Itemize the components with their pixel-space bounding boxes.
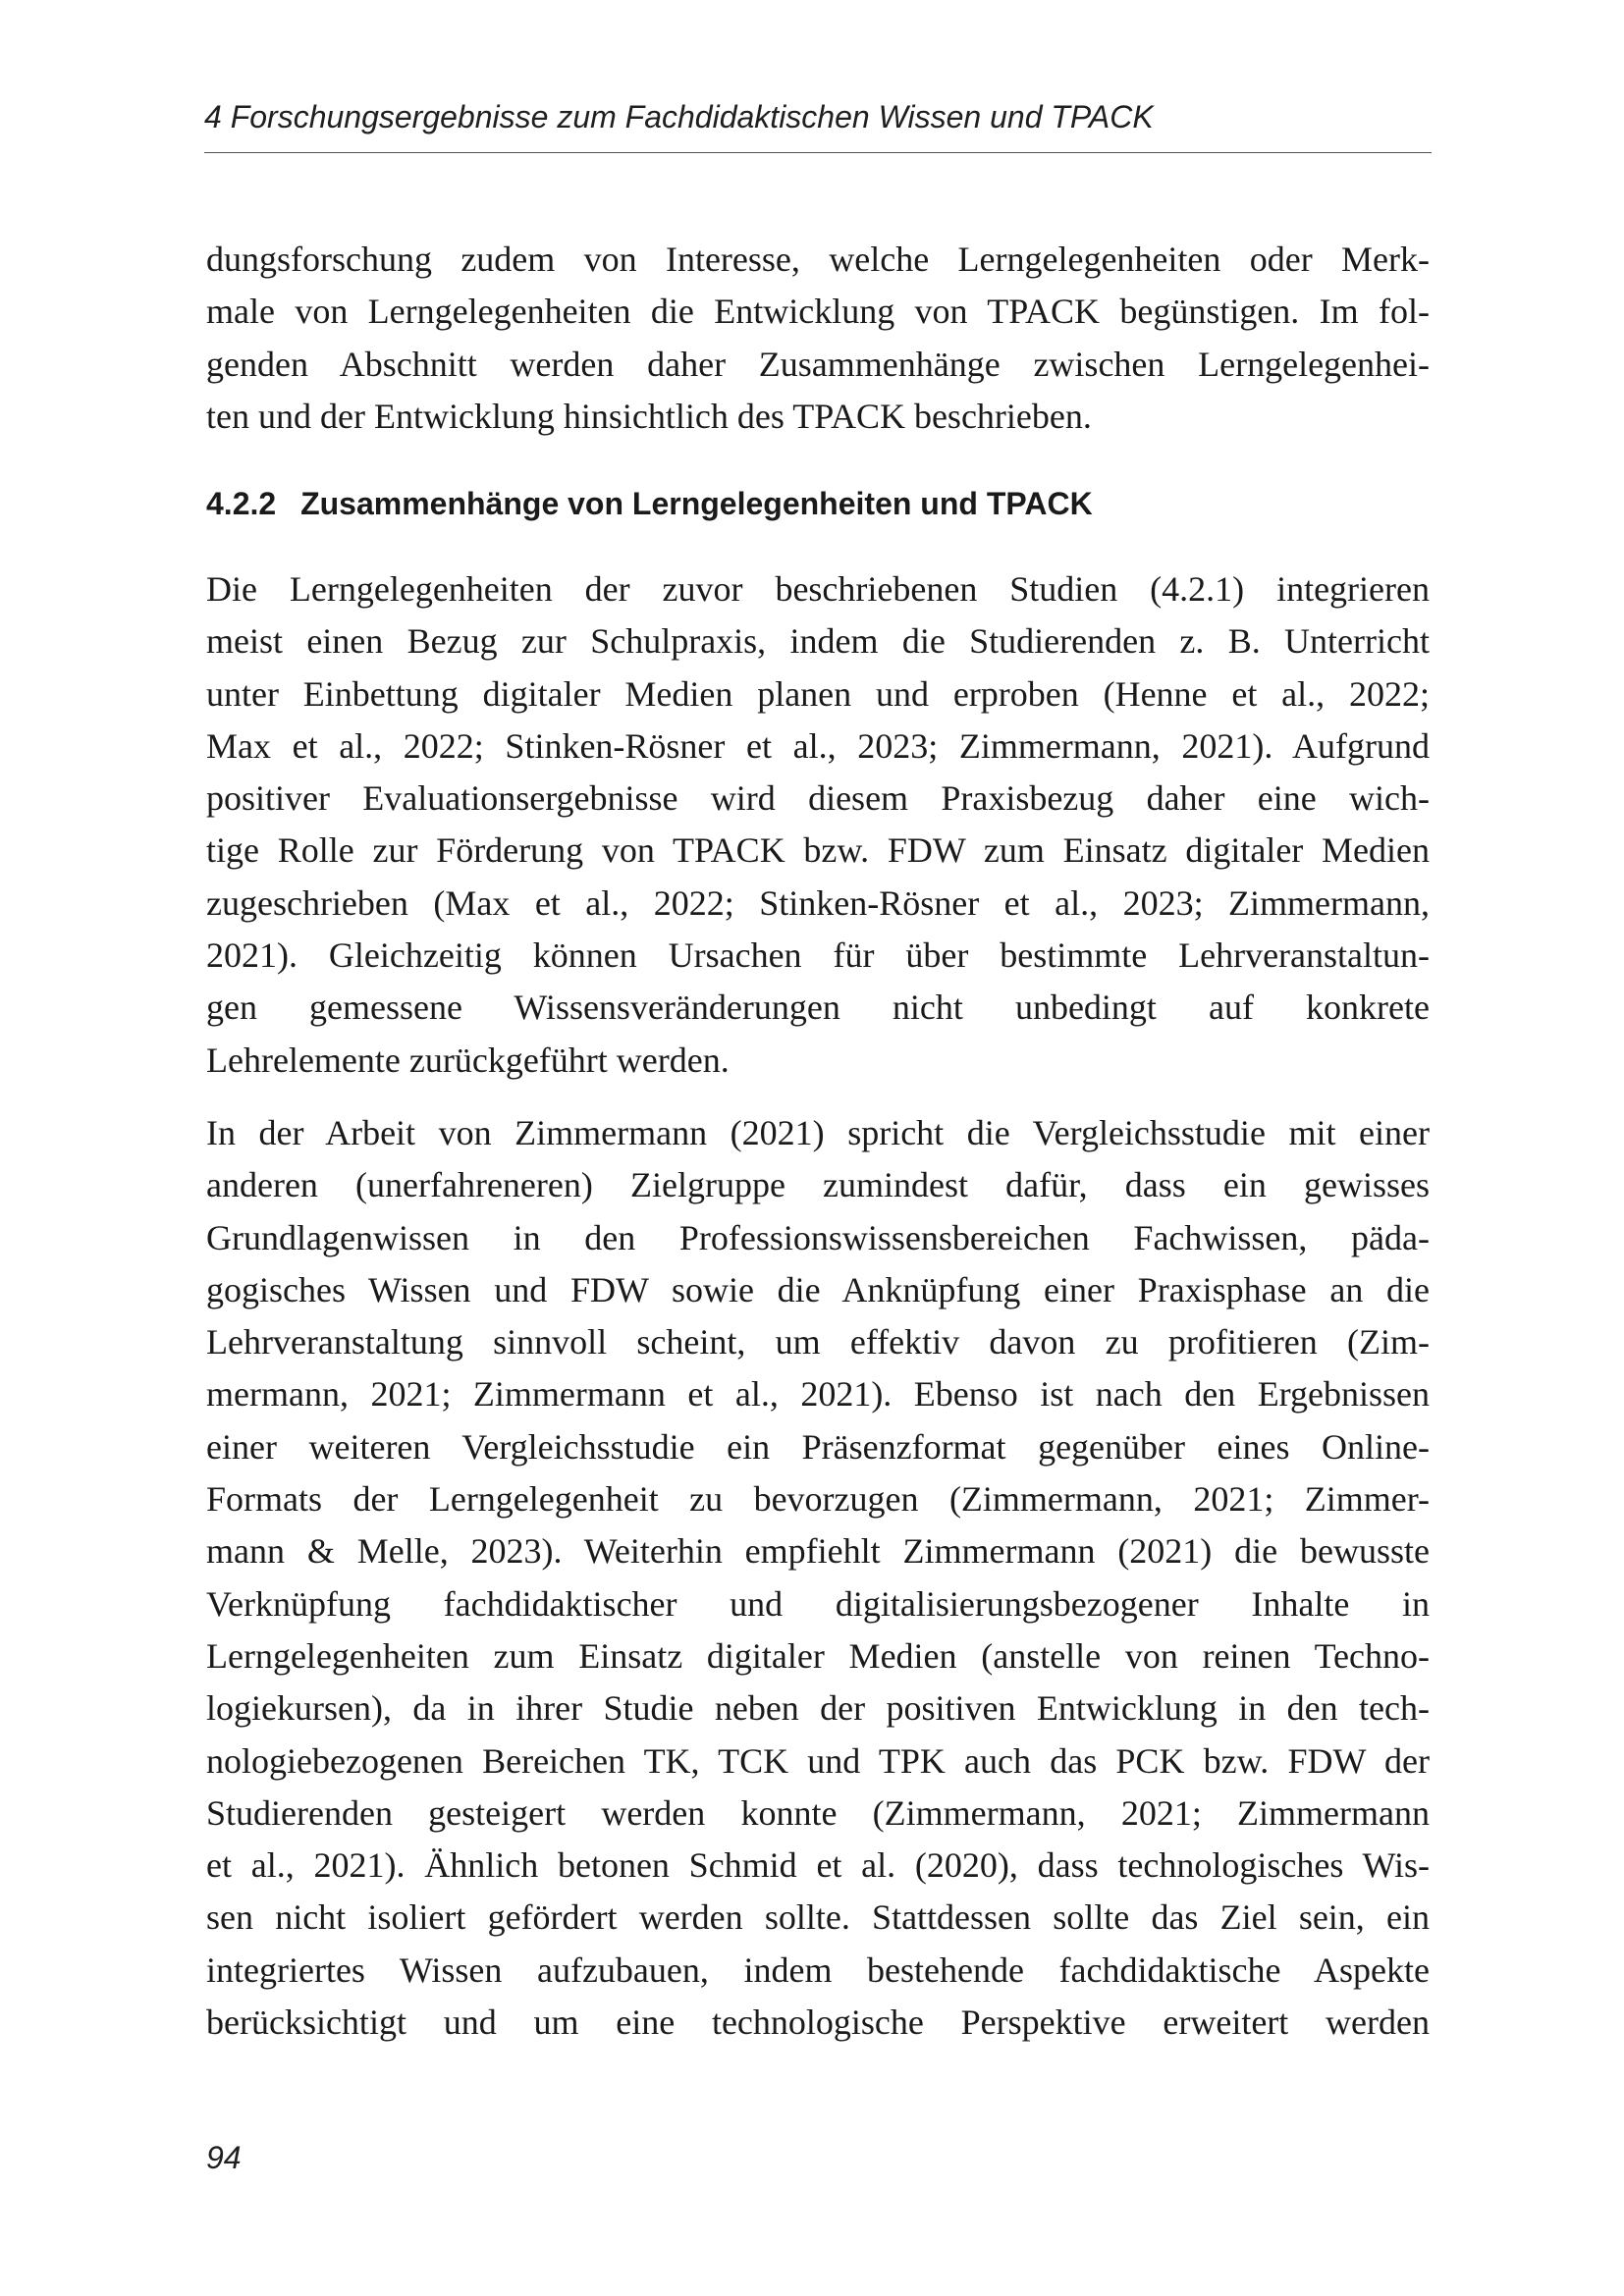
header-divider	[204, 152, 1432, 153]
text-line: einer weiteren Vergleichsstudie ein Präsenzformat gegenüber eines Online-	[206, 1426, 1430, 1467]
section-title: Zusammenhänge von Lerngelegenheiten und TPACK	[300, 486, 1093, 521]
text-line: In der Arbeit von Zimmermann (2021) spricht die Vergleichsstudie mit einer	[206, 1113, 1430, 1152]
text-line: mann & Melle, 2023). Weiterhin empfiehlt Zimmermann (2021) die bewusste	[206, 1531, 1430, 1572]
text-line: meist einen Bezug zur Schulpraxis, indem die Studierenden z. B. Unterricht	[206, 621, 1430, 662]
text-line: Formats der Lerngelegenheit zu bevorzugen (Zimmermann, 2021; Zimmer-	[206, 1479, 1430, 1520]
text-line: positiver Evaluationsergebnisse wird diesem Praxisbezug daher eine wich-	[206, 778, 1430, 819]
running-header: 4 Forschungsergebnisse zum Fachdidaktischen Wissen und TPACK	[204, 99, 1154, 134]
text-line: nologiebezogenen Bereichen TK, TCK und TPK auch das PCK bzw. FDW der	[206, 1740, 1430, 1781]
page-number: 94	[206, 2140, 242, 2175]
text-line: sen nicht isoliert gefördert werden sollte. Stattdessen sollte das Ziel sein, ein	[206, 1897, 1430, 1938]
section-heading	[206, 481, 1093, 526]
text-line: genden Abschnitt werden daher Zusammenhänge zwischen Lerngelegenhei-	[206, 344, 1430, 384]
text-line: Die Lerngelegenheiten der zuvor beschriebenen Studien (4.2.1) integrieren	[206, 569, 1430, 609]
intro-paragraph	[206, 234, 1430, 443]
text-line: tige Rolle zur Förderung von TPACK bzw. FDW zum Einsatz digitaler Medien	[206, 830, 1430, 871]
text-line: Grundlagenwissen in den Professionswissensbereichen Fachwissen, päda-	[206, 1217, 1430, 1257]
text-line: dungsforschung zudem von Interesse, welche Lerngelegenheiten oder Merk-	[206, 240, 1430, 279]
text-line: Lehrveranstaltung sinnvoll scheint, um effektiv davon zu profitieren (Zim-	[206, 1322, 1430, 1362]
text-line: integriertes Wissen aufzubauen, indem bestehende fachdidaktische Aspekte	[206, 1949, 1430, 1990]
text-line: et al., 2021). Ähnlich betonen Schmid et al. (2020), dass technologisches Wis-	[206, 1845, 1430, 1886]
text-line: Lerngelegenheiten zum Einsatz digitaler Medien (anstelle von reinen Techno-	[206, 1635, 1430, 1676]
body-paragraph-1	[206, 563, 1430, 1087]
text-line: berücksichtigt und um eine technologische Perspektive erweitert werden	[206, 2002, 1430, 2043]
section-number: 4.2.2	[206, 486, 277, 521]
text-line: Max et al., 2022; Stinken-Rösner et al., 2023; Zimmermann, 2021). Aufgrund	[206, 725, 1430, 766]
text-line: male von Lerngelegenheiten die Entwicklung von TPACK begünstigen. Im fol-	[206, 292, 1430, 332]
text-line: gen gemessene Wissensveränderungen nicht unbedingt auf konkrete	[206, 988, 1430, 1028]
text-line: unter Einbettung digitaler Medien planen und erproben (Henne et al., 2022;	[206, 673, 1430, 714]
text-line: anderen (unerfahreneren) Zielgruppe zumindest dafür, dass ein gewisses	[206, 1165, 1430, 1205]
text-line: 2021). Gleichzeitig können Ursachen für über bestimmte Lehrveranstaltun-	[206, 935, 1430, 976]
text-line: logiekursen), da in ihrer Studie neben der positiven Entwicklung in den tech-	[206, 1688, 1430, 1729]
text-line: Verknüpfung fachdidaktischer und digitalisierungsbezogener Inhalte in	[206, 1583, 1430, 1624]
text-line: Lehrelemente zurückgeführt werden.	[206, 1040, 730, 1080]
text-line: Studierenden gesteigert werden konnte (Zimmermann, 2021; Zimmermann	[206, 1792, 1430, 1833]
text-line: gogisches Wissen und FDW sowie die Anknüpfung einer Praxisphase an die	[206, 1269, 1430, 1309]
text-line: zugeschrieben (Max et al., 2022; Stinken-Rösner et al., 2023; Zimmermann,	[206, 882, 1430, 923]
body-paragraph-2	[206, 1107, 1430, 2049]
text-line: mermann, 2021; Zimmermann et al., 2021). Ebenso ist nach den Ergebnissen	[206, 1374, 1430, 1415]
text-line: ten und der Entwicklung hinsichtlich des TPACK beschrieben.	[206, 396, 1092, 436]
